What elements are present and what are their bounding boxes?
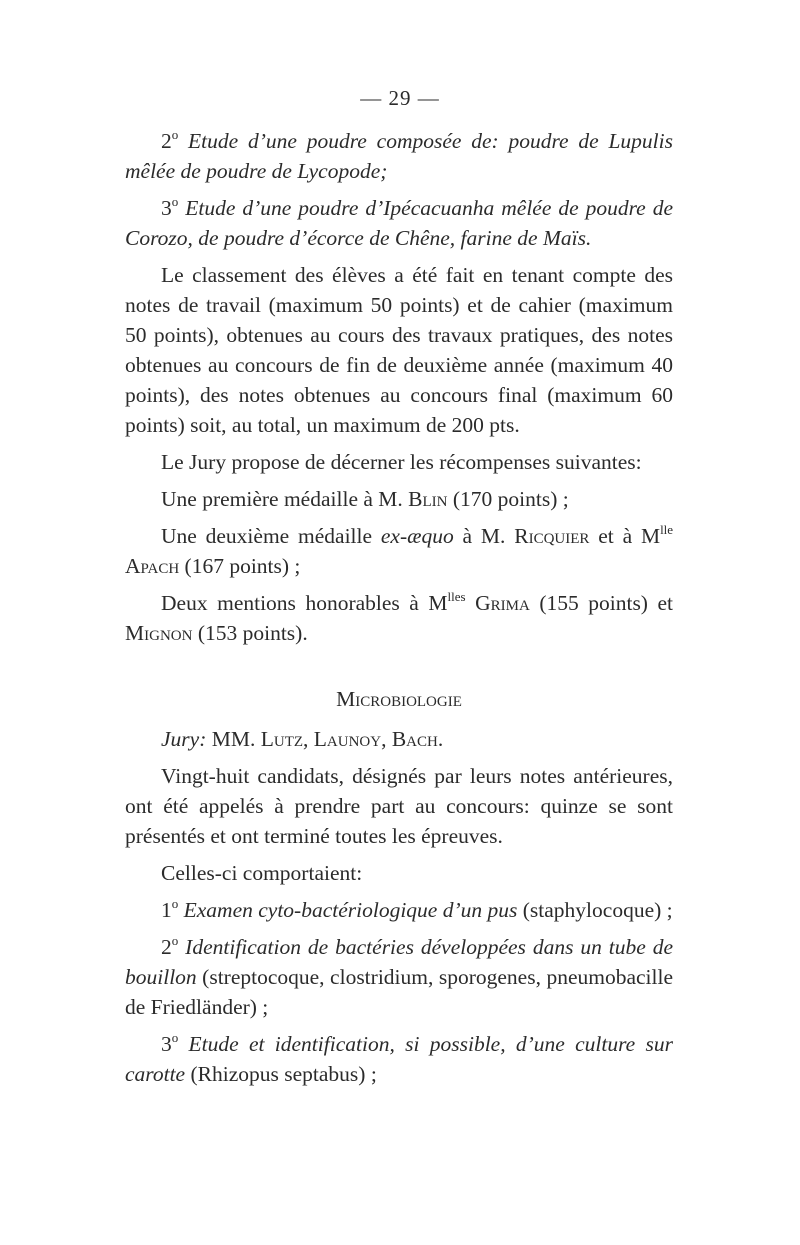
award-mentions [125, 588, 673, 648]
award-second-medal [125, 521, 673, 581]
test-2 [125, 932, 673, 1022]
item-number: 1 [161, 898, 172, 922]
item-detail: (Rhizopus septabus) ; [190, 1062, 377, 1086]
item-text: Identification de bactéries développées dans un tube de bouillon [125, 935, 674, 989]
candidates-paragraph: Vingt-huit candidats, désignés par leurs notes antérieures, ont été appelés à prendre part au concours: quinze se sont présentés et ont terminé toutes les épreuves. [125, 764, 673, 848]
award-text: Deux mentions honorables à M [161, 591, 448, 615]
title-abbrev: M [640, 524, 661, 548]
item-3-ipecacuanha [125, 193, 673, 253]
body-text [125, 126, 673, 1096]
item-text: Examen cyto-bactériologique d’un pus [183, 898, 518, 922]
degree-mark: o [171, 933, 179, 948]
title-sup: lles [447, 589, 466, 604]
award-text: Une deuxième médaille [161, 524, 373, 548]
award-first-medal [125, 484, 673, 514]
page-number: — 29 — [360, 86, 440, 110]
jury-label: Jury: [161, 727, 207, 751]
test-1 [125, 895, 673, 925]
item-number: 2 [161, 935, 172, 959]
degree-mark: o [171, 896, 179, 911]
item-2-lupulis [125, 126, 673, 186]
jury-proposal: Le Jury propose de décerner les récompenses suivantes: [161, 450, 642, 474]
award-text: à M. [462, 524, 506, 548]
degree-mark: o [171, 194, 179, 209]
jury-names: Lutz, Launoy, Bach. [260, 727, 444, 751]
section-heading: Microbiologie [336, 687, 462, 711]
award-text: (155 points) et [539, 591, 674, 615]
ranking-paragraph: Le classement des élèves a été fait en tenant compte des notes de travail (maximum 50 points) et de cahier (maximum 50 points), obtenues au cours des travaux pratiques, des notes obtenues au concours de fin de deuxième année (maximum 40 points), des notes obtenues au concours final (maximum 60 points) soit, au total, un maximum de 200 pts. [125, 263, 673, 437]
laureate-name: Grima [475, 591, 530, 615]
item-detail: (streptocoque, clostridium, sporogenes, pneumobacille de Friedländer) ; [125, 965, 674, 1019]
title-sup: lle [660, 522, 674, 537]
laureate-name: Ricquier [514, 524, 590, 548]
ex-aequo: ex-æquo [380, 524, 454, 548]
item-number: 3 [161, 196, 172, 220]
jury-line [125, 724, 673, 754]
item-text: Etude d’une poudre d’Ipécacuanha mêlée de poudre de Corozo, de poudre d’écorce de Chêne, farine de Maïs. [125, 196, 673, 250]
degree-mark: o [171, 127, 179, 142]
award-text: et à [598, 524, 633, 548]
award-points: (167 points) ; [184, 554, 301, 578]
tests-intro: Celles-ci comportaient: [161, 861, 363, 885]
laureate-name: Mignon [125, 621, 193, 645]
degree-mark: o [171, 1030, 179, 1045]
item-detail: (staphylocoque) ; [522, 898, 673, 922]
award-points: (153 points). [197, 621, 308, 645]
item-number: 2 [161, 129, 172, 153]
award-points: (170 points) ; [452, 487, 569, 511]
item-text: Etude et identification, si possible, d’une culture sur carotte [125, 1032, 673, 1086]
jury-mm: MM. [211, 727, 256, 751]
laureate-name: Blin [408, 487, 448, 511]
test-3 [125, 1029, 673, 1089]
laureate-name: Apach [125, 554, 180, 578]
item-text: Etude d’une poudre composée de: poudre de Lupulis mêlée de poudre de Lycopode; [125, 129, 673, 183]
award-text: Une première médaille à M. [161, 487, 403, 511]
item-number: 3 [161, 1032, 172, 1056]
